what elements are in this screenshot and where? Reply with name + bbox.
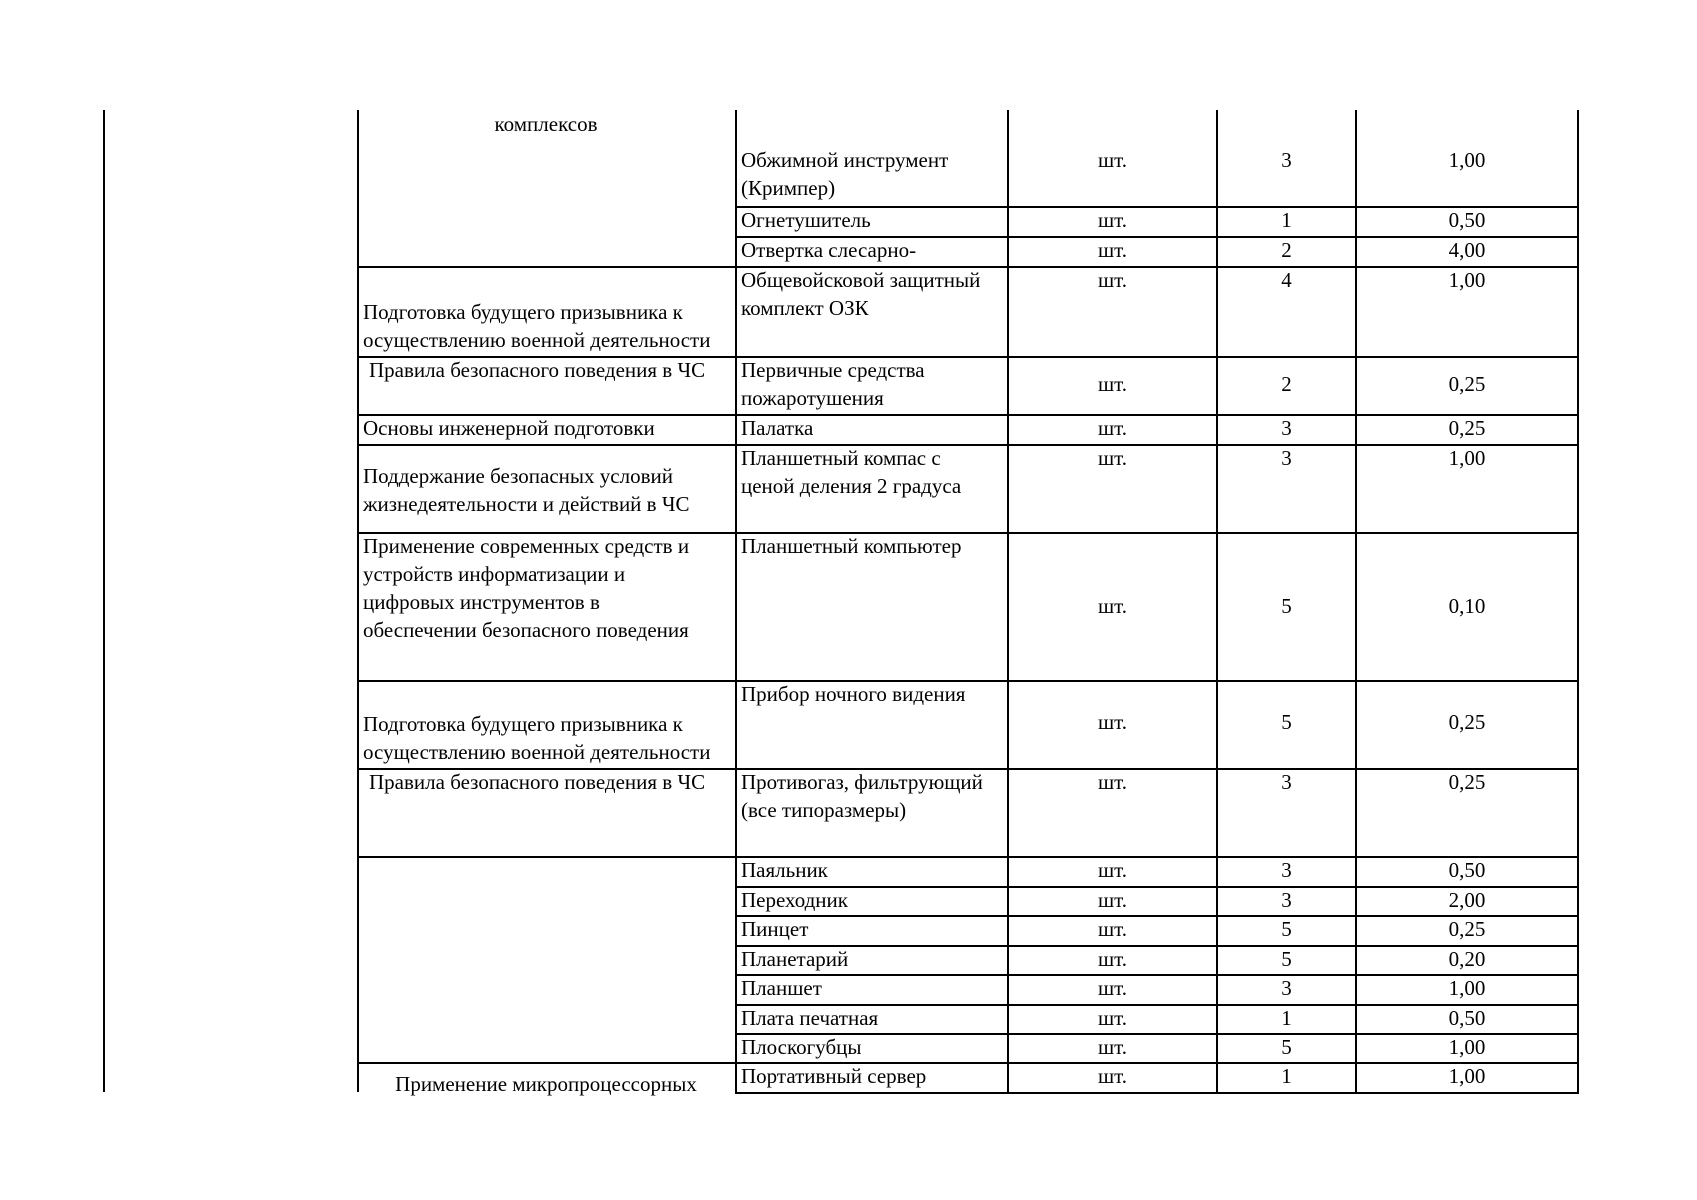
item-qty: 3: [1281, 976, 1292, 1000]
item-coef: 0,25: [1448, 917, 1486, 941]
item-coef: 1,00: [1448, 268, 1486, 292]
topic-rule-t9: [357, 856, 737, 858]
item-coef: 0,10: [1448, 594, 1486, 618]
item-name: Огнетушитель: [741, 208, 871, 232]
item-unit: шт.: [1097, 1064, 1128, 1088]
item-name: Планшет: [741, 976, 822, 1000]
item-unit: шт.: [1097, 268, 1128, 292]
item-name: комплект ОЗК: [741, 296, 869, 320]
item-coef: 1,00: [1448, 1035, 1486, 1059]
item-name: (Кримпер): [741, 176, 836, 200]
item-name: Палатка: [741, 416, 814, 440]
item-coef: 0,50: [1448, 1006, 1486, 1030]
item-qty: 5: [1281, 594, 1292, 618]
item-name: Паяльник: [741, 858, 828, 882]
item-name: Планшетный компас с: [741, 446, 941, 470]
item-unit: шт.: [1097, 917, 1128, 941]
item-coef: 1,00: [1448, 1064, 1486, 1088]
item-unit: шт.: [1097, 1006, 1128, 1030]
item-name: Портативный сервер: [741, 1064, 927, 1088]
item-coef: 1,00: [1448, 446, 1486, 470]
item-unit: шт.: [1097, 446, 1128, 470]
item-unit: шт.: [1097, 416, 1128, 440]
topic-text: Применение современных средств и: [363, 534, 690, 558]
item-coef: 1,00: [1448, 148, 1486, 172]
item-unit: шт.: [1097, 947, 1128, 971]
item-name: Первичные средства: [741, 358, 925, 382]
topic-text: Применение микропроцессорных: [395, 1072, 697, 1096]
item-name: Общевойсковой защитный: [741, 268, 981, 292]
item-unit: шт.: [1097, 858, 1128, 882]
item-name: Планшетный компьютер: [741, 534, 962, 558]
item-name: Пинцет: [741, 917, 809, 941]
item-qty: 3: [1281, 888, 1292, 912]
item-qty: 4: [1281, 268, 1292, 292]
item-unit: шт.: [1097, 710, 1128, 734]
item-name: ценой деления 2 градуса: [741, 474, 962, 498]
item-qty: 3: [1281, 858, 1292, 882]
item-name: (все типоразмеры): [741, 798, 907, 822]
item-unit: шт.: [1097, 888, 1128, 912]
item-unit: шт.: [1097, 208, 1128, 232]
topic-text: жизнедеятельности и действий в ЧС: [363, 492, 690, 516]
topic-text: осуществлению военной деятельности: [363, 328, 711, 352]
item-qty: 5: [1281, 710, 1292, 734]
topic-text: осуществлению военной деятельности: [363, 740, 711, 764]
topic-text: Поддержание безопасных условий: [363, 464, 673, 488]
topic-rule-t1: [357, 266, 737, 268]
margin-rule: [103, 110, 105, 1092]
item-name: Противогаз, фильтрующий: [741, 770, 983, 794]
topic-text: комплексов: [494, 112, 598, 136]
item-name: Планетарий: [741, 947, 849, 971]
topic-rule-t8: [357, 1062, 737, 1064]
item-qty: 5: [1281, 917, 1292, 941]
item-coef: 4,00: [1448, 238, 1486, 262]
item-coef: 0,20: [1448, 947, 1486, 971]
item-unit: шт.: [1097, 148, 1128, 172]
item-coef: 0,25: [1448, 710, 1486, 734]
item-name: Прибор ночного видения: [741, 682, 966, 706]
item-qty: 2: [1281, 372, 1292, 396]
item-unit: шт.: [1097, 976, 1128, 1000]
row-rule-bottom: [735, 1092, 1579, 1094]
item-qty: 1: [1281, 1064, 1292, 1088]
topic-rule-t4: [357, 444, 737, 446]
item-unit: шт.: [1097, 1035, 1128, 1059]
topic-text: цифровых инструментов в: [363, 590, 600, 614]
topic-text: Правила безопасного поведения в ЧС: [369, 358, 706, 382]
item-coef: 0,25: [1448, 416, 1486, 440]
item-unit: шт.: [1097, 238, 1128, 262]
item-name: Плата печатная: [741, 1006, 879, 1030]
item-name: Плоскогубцы: [741, 1035, 862, 1059]
item-qty: 3: [1281, 446, 1292, 470]
item-qty: 3: [1281, 148, 1292, 172]
item-coef: 0,50: [1448, 208, 1486, 232]
item-unit: шт.: [1097, 594, 1128, 618]
item-qty: 3: [1281, 770, 1292, 794]
item-qty: 2: [1281, 238, 1292, 262]
item-unit: шт.: [1097, 770, 1128, 794]
item-unit: шт.: [1097, 372, 1128, 396]
item-name: пожаротушения: [741, 386, 884, 410]
topic-text: Правила безопасного поведения в ЧС: [369, 770, 706, 794]
item-qty: 1: [1281, 1006, 1292, 1030]
item-coef: 1,00: [1448, 976, 1486, 1000]
item-qty: 3: [1281, 416, 1292, 440]
item-coef: 2,00: [1448, 888, 1486, 912]
item-qty: 5: [1281, 947, 1292, 971]
topic-text: устройств информатизации и: [363, 562, 626, 586]
item-qty: 1: [1281, 208, 1292, 232]
item-coef: 0,25: [1448, 770, 1486, 794]
item-name: Обжимной инструмент: [741, 148, 949, 172]
topic-text: Подготовка будущего призывника к: [363, 712, 683, 736]
item-coef: 0,50: [1448, 858, 1486, 882]
topic-text: обеспечении безопасного поведения: [363, 618, 689, 642]
item-qty: 5: [1281, 1035, 1292, 1059]
item-name: Переходник: [741, 888, 848, 912]
topic-rule-t6: [357, 680, 737, 682]
topic-text: Подготовка будущего призывника к: [363, 300, 683, 324]
item-coef: 0,25: [1448, 372, 1486, 396]
item-name: Отвертка слесарно-: [741, 238, 917, 262]
topic-text: Основы инженерной подготовки: [363, 416, 655, 440]
